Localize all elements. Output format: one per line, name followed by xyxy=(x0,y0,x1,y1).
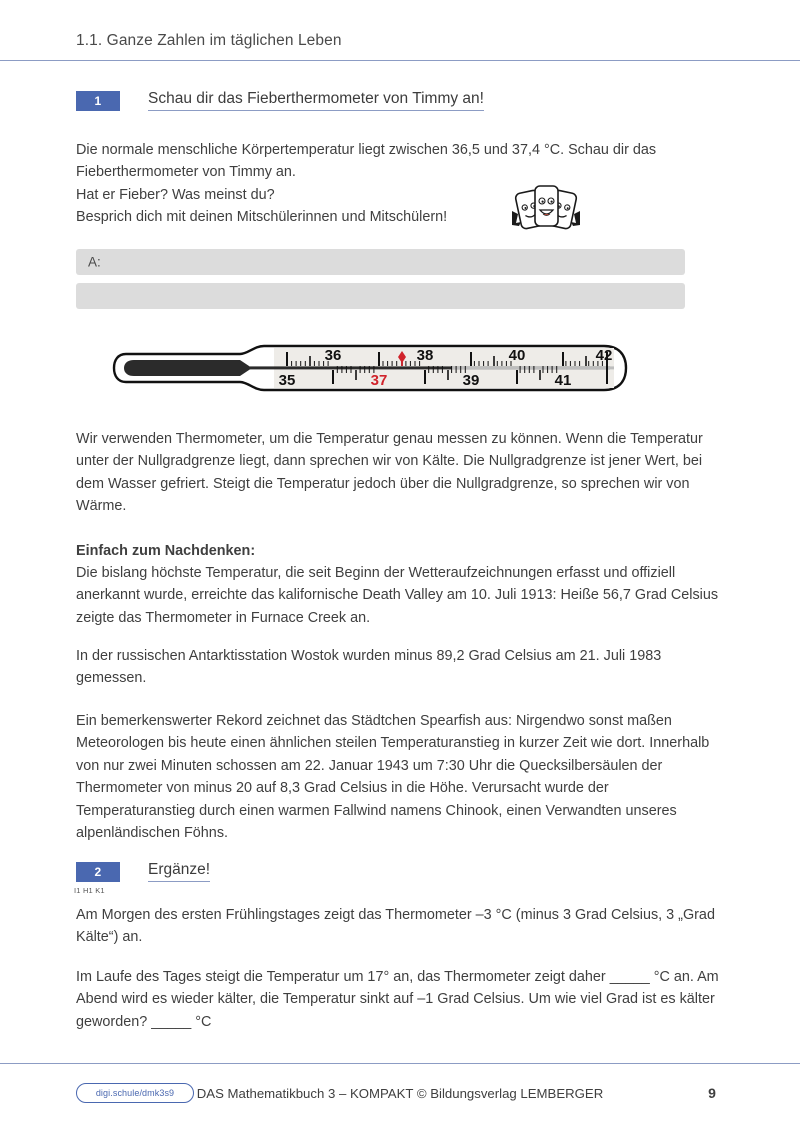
exercise-1-heading xyxy=(76,90,484,111)
svg-text:37: 37 xyxy=(370,372,388,389)
three-talking-cards-icon xyxy=(502,181,590,233)
exercise-1-intro: Die normale menschliche Körpertemperatur liegt zwischen 36,5 und 37,4 °C. Schau dir das Fieberthermometer von Timmy an. xyxy=(76,142,657,181)
svg-text:40: 40 xyxy=(508,347,526,364)
svg-text:42: 42 xyxy=(595,347,613,364)
answer-field-label: A: xyxy=(88,254,101,270)
answer-field-2[interactable] xyxy=(76,283,685,309)
exercise-2-heading xyxy=(76,861,210,882)
answer-field-1[interactable] xyxy=(76,249,685,275)
page-title: 1.1. Ganze Zahlen im täglichen Leben xyxy=(76,32,342,49)
thinking-paragraph-2: In der russischen Antarktisstation Wostok wurden minus 89,2 Grad Celsius am 21. Juli 1983 gemessen. xyxy=(76,648,662,687)
exercise-1-title: Schau dir das Fieberthermometer von Timmy an! xyxy=(148,90,484,111)
svg-text:36: 36 xyxy=(324,347,342,364)
svg-text:39: 39 xyxy=(462,372,480,389)
explanation-paragraph: Wir verwenden Thermometer, um die Temperatur genau messen zu können. Wenn die Temperatur unter der Nullgradgrenze liegt, dann sprechen wir von Kälte. Die Nullgradgrenze ist jener Wert, bei dem Wasser gefriert. Steigt die Temperatur jedoch über die Nullgradgrenze, so sprechen wir von Wärme. xyxy=(76,431,703,515)
exercise-1-question: Hat er Fieber? Was meinst du? xyxy=(76,187,275,203)
thinking-heading: Einfach zum Nachdenken: xyxy=(76,543,256,559)
page-number: 9 xyxy=(708,1085,716,1101)
footer-title: DAS Mathematikbuch 3 – KOMPAKT © Bildungsverlag LEMBERGER xyxy=(196,1086,604,1101)
fever-thermometer-figure xyxy=(112,340,632,396)
svg-text:35: 35 xyxy=(278,372,296,389)
competency-codes: I1 H1 K1 xyxy=(74,886,105,895)
exercise-2-number-badge: 2 xyxy=(76,862,120,882)
svg-text:41: 41 xyxy=(554,372,572,389)
svg-text:38: 38 xyxy=(416,347,434,364)
exercise-1-discuss: Besprich dich mit deinen Mitschülerinnen und Mitschülern! xyxy=(76,209,448,225)
exercise-2-paragraph-1: Am Morgen des ersten Frühlingstages zeigt das Thermometer –3 °C (minus 3 Grad Celsius, 3 „Grad Kälte“) an. xyxy=(76,907,715,946)
exercise-2-paragraph-2: Im Laufe des Tages steigt die Temperatur um 17° an, das Thermometer zeigt daher _____ °C an. Am Abend wird es wieder kälter, die Temperatur sinkt auf –1 Grad Celsius. Um wie viel Grad ist es kälter geworden? _____ °C xyxy=(76,969,719,1030)
exercise-1-number-badge: 1 xyxy=(76,91,120,111)
header-divider xyxy=(0,60,800,61)
digi-schule-link[interactable]: digi.schule/dmk3s9 xyxy=(76,1083,194,1103)
thinking-paragraph-1: Die bislang höchste Temperatur, die seit Beginn der Wetteraufzeichnungen erfasst und offiziell anerkannt wurde, erreichte das kalifornische Death Valley am 10. Juli 1913: Heiße 56,7 Grad Celsius zeigte das Thermometer in Furnace Creek an. xyxy=(76,565,719,626)
thinking-paragraph-3: Ein bemerkenswerter Rekord zeichnet das Städtchen Spearfish aus: Nirgendwo sonst maßen Meteorologen bis heute einen ähnlichen steilen Temperaturanstieg in kurzer Zeit wie dort. Innerhalb von nur zwei Minuten schossen am 22. Januar 1943 um 7:30 Uhr die Quecksilbersäulen der Thermometer von minus 20 auf 8,3 Grad Celsius in die Höhe. Verursacht wurde der Temperaturanstieg durch einen warmen Fallwind namens Chinook, einen Verwandten unseres alpenländischen Föhns. xyxy=(76,713,710,842)
footer-divider xyxy=(0,1063,800,1064)
exercise-2-title: Ergänze! xyxy=(148,861,210,882)
